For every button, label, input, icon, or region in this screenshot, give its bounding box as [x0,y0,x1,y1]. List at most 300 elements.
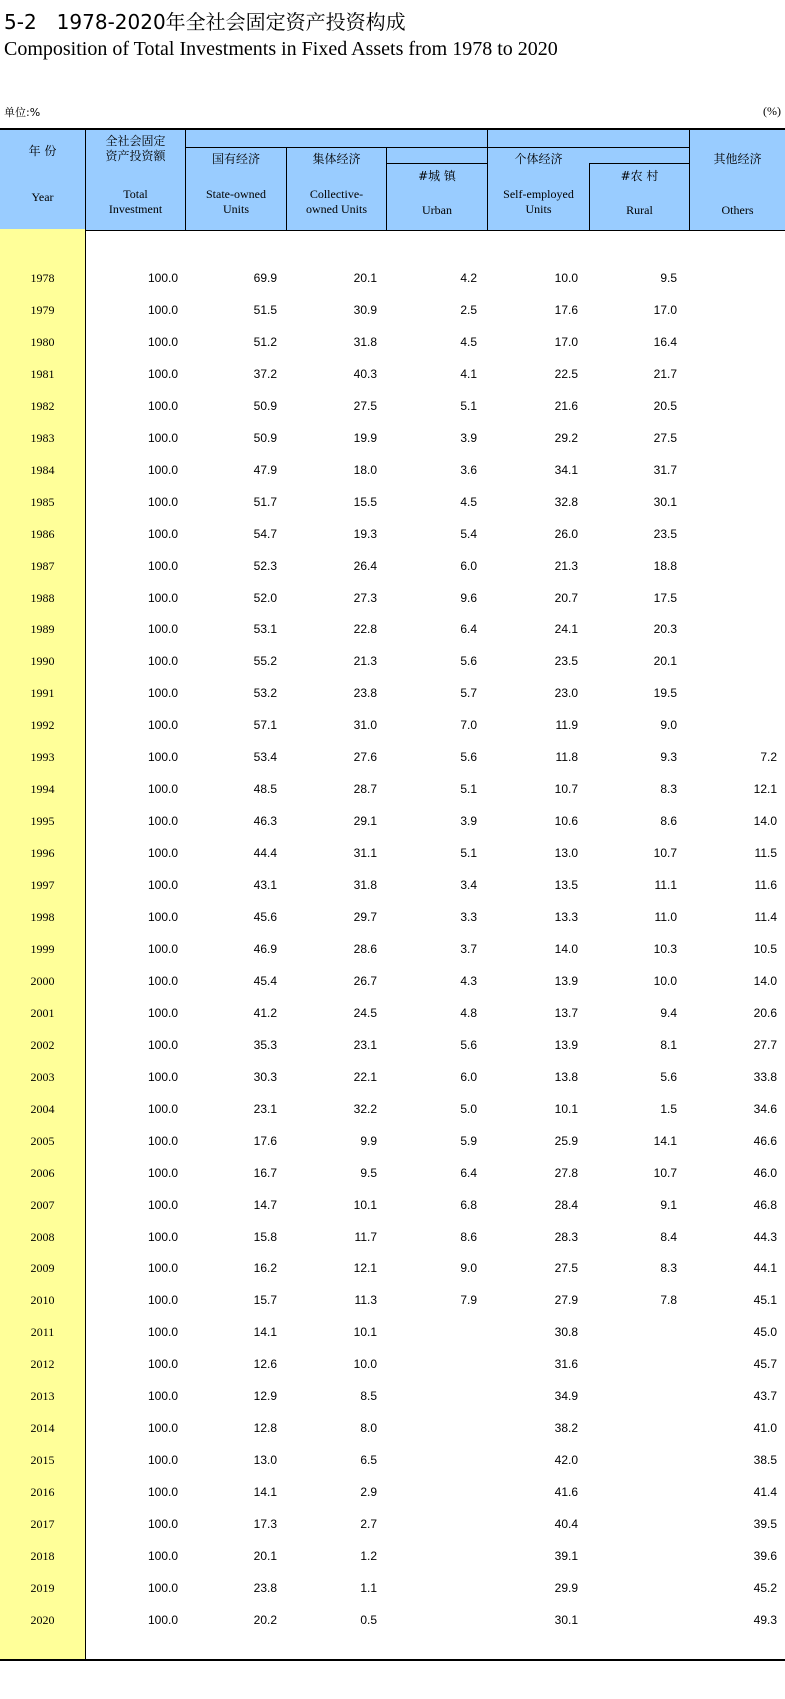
year-cell: 1983 [30,430,55,445]
urban-cell: 3.6 [460,462,477,477]
collective-cell: 0.5 [360,1612,377,1627]
year-cell: 1991 [30,686,55,701]
state-cell: 14.1 [253,1485,277,1500]
individual-cell: 21.3 [554,558,578,573]
page-title-cn: 5-2 1978-2020年全社会固定资产投资构成 [4,10,406,34]
year-cell: 2001 [30,1005,55,1020]
rural-cell: 7.8 [660,1293,677,1308]
rural-cell: 19.5 [653,686,677,701]
individual-cell: 31.6 [554,1357,578,1372]
total-cell: 100.0 [147,910,178,924]
year-cell: 2017 [30,1517,55,1532]
year-cell: 1993 [30,750,55,765]
others-cell: 43.7 [753,1389,777,1404]
table-row [0,967,785,999]
table-header [0,128,785,231]
rural-cell: 27.5 [653,430,677,445]
state-cell: 23.8 [253,1580,277,1595]
others-cell: 41.4 [753,1485,777,1500]
collective-cell: 31.0 [353,718,377,733]
table-row [0,775,785,807]
urban-cell: 5.1 [460,846,477,861]
collective-cell: 20.1 [353,271,377,285]
individual-cell: 38.2 [554,1421,578,1436]
table-row [0,1286,785,1318]
individual-cell: 30.1 [554,1612,578,1627]
rural-cell: 11.0 [654,910,677,924]
state-cell: 14.7 [253,1197,277,1212]
individual-cell: 27.5 [554,1261,578,1276]
year-cell: 1979 [30,302,55,317]
year-cell: 2014 [30,1421,55,1436]
total-cell: 100.0 [147,1453,178,1468]
collective-cell: 22.1 [353,1069,377,1084]
total-cell: 100.0 [147,1133,178,1148]
rural-cell: 9.5 [660,271,677,285]
individual-cell: 14.0 [554,941,578,956]
collective-cell: 11.7 [354,1229,377,1244]
total-cell: 100.0 [147,1357,178,1372]
others-cell: 10.5 [753,941,777,956]
collective-cell: 15.5 [353,494,377,509]
rural-cell: 23.5 [653,526,677,541]
others-cell: 39.6 [753,1549,777,1563]
table-row [0,743,785,775]
total-cell: 100.0 [147,1580,178,1595]
year-cell: 2012 [30,1357,55,1372]
individual-cell: 27.8 [554,1165,578,1180]
individual-cell: 24.1 [554,622,578,637]
year-cell: 2015 [30,1453,55,1468]
total-cell: 100.0 [147,814,178,829]
rural-cell: 20.1 [653,654,677,669]
table-row [0,839,785,871]
collective-cell: 8.0 [360,1421,377,1436]
individual-cell: 11.8 [555,750,578,765]
year-cell: 2010 [30,1293,55,1308]
table-row [0,871,785,903]
state-cell: 50.9 [253,430,277,445]
total-cell: 100.0 [147,750,178,765]
others-cell: 46.6 [753,1133,777,1148]
year-cell: 1980 [30,334,55,349]
rural-cell: 10.3 [653,941,677,956]
table-row [0,1127,785,1159]
year-cell: 2006 [30,1165,55,1180]
individual-cell: 20.7 [554,590,578,605]
urban-cell: 5.0 [460,1101,477,1116]
others-cell: 38.5 [753,1453,777,1468]
individual-cell: 26.0 [554,526,578,541]
collective-cell: 2.9 [360,1485,377,1500]
table-row [0,1191,785,1223]
unit-label: 单位:% [4,106,41,119]
others-cell: 12.1 [753,782,777,797]
collective-cell: 19.3 [353,526,377,541]
others-cell: 39.5 [753,1517,777,1532]
state-cell: 30.3 [253,1069,277,1084]
urban-cell: 9.6 [460,590,477,605]
urban-cell: 5.1 [460,782,477,797]
urban-cell: 6.0 [460,558,477,573]
individual-cell: 34.9 [554,1389,578,1404]
header-collective-cn: 集体经济 [312,152,361,166]
year-cell: 1978 [30,271,55,285]
table-row [0,1574,785,1606]
individual-cell: 10.1 [554,1101,578,1116]
year-cell: 1987 [30,558,55,573]
collective-cell: 27.6 [353,750,377,765]
rural-cell: 10.7 [653,1165,677,1180]
page-title-en: Composition of Total Investments in Fixed Assets from 1978 to 2020 [4,38,558,60]
total-cell: 100.0 [147,1101,178,1116]
table-row [0,935,785,967]
state-cell: 12.8 [253,1421,277,1436]
individual-cell: 17.6 [554,302,578,317]
year-cell: 2002 [30,1037,55,1052]
urban-cell: 6.0 [460,1069,477,1084]
unit-label-right: (%) [763,104,781,118]
table-row [0,552,785,584]
year-cell: 1989 [30,622,55,637]
table-row [0,807,785,839]
rural-cell: 10.7 [653,846,677,861]
header-others-en: Others [721,203,754,217]
total-cell: 100.0 [147,1612,178,1627]
header-collective-en: Collective- owned Units [306,187,367,216]
urban-cell: 3.4 [460,878,477,893]
individual-cell: 42.0 [554,1453,578,1468]
urban-cell: 5.6 [460,750,477,765]
state-cell: 45.4 [253,973,277,988]
total-cell: 100.0 [147,494,178,509]
urban-cell: 5.1 [460,398,477,413]
rural-cell: 1.5 [660,1101,677,1116]
total-cell: 100.0 [147,558,178,573]
individual-cell: 21.6 [554,398,578,413]
table-row [0,1414,785,1446]
collective-cell: 2.7 [360,1517,377,1532]
state-cell: 16.7 [253,1165,277,1180]
rural-cell: 9.4 [660,1005,677,1020]
table-row [0,999,785,1031]
state-cell: 57.1 [253,718,277,733]
individual-cell: 13.5 [554,878,578,893]
total-cell: 100.0 [147,1421,178,1436]
others-cell: 45.1 [753,1293,777,1308]
urban-cell: 4.3 [460,973,477,988]
individual-cell: 10.6 [554,814,578,829]
state-cell: 46.3 [253,814,277,829]
individual-cell: 13.0 [554,846,578,861]
collective-cell: 21.3 [353,654,377,669]
rural-cell: 18.8 [653,558,677,573]
individual-cell: 27.9 [554,1293,578,1308]
table-row [0,392,785,424]
individual-cell: 28.4 [554,1197,578,1212]
year-cell: 2003 [30,1069,55,1084]
rural-cell: 11.1 [654,878,677,893]
year-cell: 2005 [30,1133,55,1148]
year-cell: 1992 [30,718,55,733]
table-row [0,1159,785,1191]
year-cell: 1984 [30,462,55,477]
table-row [0,615,785,647]
individual-cell: 30.8 [554,1325,578,1340]
total-cell: 100.0 [147,271,178,285]
table-row [0,584,785,616]
state-cell: 14.1 [253,1325,277,1340]
individual-cell: 13.9 [554,1037,578,1052]
header-state-cn: 国有经济 [211,152,260,166]
state-cell: 53.1 [253,622,277,637]
state-cell: 20.2 [253,1612,277,1627]
header-year-en: Year [31,190,54,204]
year-cell: 1982 [30,398,55,413]
state-cell: 53.2 [253,686,277,701]
total-cell: 100.0 [147,462,178,477]
state-cell: 48.5 [253,782,277,797]
others-cell: 27.7 [753,1037,777,1052]
individual-cell: 29.2 [554,430,578,445]
individual-cell: 39.1 [554,1549,578,1563]
collective-cell: 29.7 [353,910,377,924]
table-row [0,711,785,743]
total-cell: 100.0 [147,526,178,541]
table-row [0,1606,785,1638]
state-cell: 13.0 [253,1453,277,1468]
collective-cell: 28.6 [353,941,377,956]
others-cell: 44.3 [753,1229,777,1244]
collective-cell: 31.1 [353,846,377,861]
state-cell: 41.2 [253,1005,277,1020]
collective-cell: 26.4 [353,558,377,573]
rural-cell: 8.4 [660,1229,677,1244]
individual-cell: 23.0 [554,686,578,701]
rural-cell: 8.3 [660,1261,677,1276]
year-cell: 2020 [30,1612,55,1627]
header-urban-en: Urban [422,203,452,217]
header-individual-en: Self-employed Units [503,187,574,216]
rural-cell: 16.4 [653,334,677,349]
total-cell: 100.0 [147,941,178,956]
rural-cell: 8.1 [660,1037,677,1052]
individual-cell: 29.9 [554,1580,578,1595]
total-cell: 100.0 [147,1261,178,1276]
collective-cell: 10.1 [353,1197,377,1212]
collective-cell: 1.1 [360,1580,377,1595]
others-cell: 11.6 [754,878,777,893]
others-cell: 45.7 [753,1357,777,1372]
total-cell: 100.0 [147,1197,178,1212]
state-cell: 12.6 [253,1357,277,1372]
collective-cell: 11.3 [354,1293,377,1308]
state-cell: 46.9 [253,941,277,956]
table-row [0,456,785,488]
year-cell: 2004 [30,1101,55,1116]
year-cell: 1998 [30,910,55,924]
table-bottom-rule [0,1659,785,1661]
urban-cell: 8.6 [460,1229,477,1244]
table-row [0,424,785,456]
rural-cell: 5.6 [660,1069,677,1084]
others-cell: 46.8 [753,1197,777,1212]
state-cell: 55.2 [253,654,277,669]
state-cell: 51.2 [253,334,277,349]
rural-cell: 31.7 [653,462,677,477]
year-cell: 2019 [30,1580,55,1595]
collective-cell: 18.0 [353,462,377,477]
year-cell: 1999 [30,941,55,956]
urban-cell: 7.0 [460,718,477,733]
state-cell: 17.3 [253,1517,277,1532]
others-cell: 11.4 [754,910,777,924]
total-cell: 100.0 [147,973,178,988]
state-cell: 50.9 [253,398,277,413]
others-cell: 14.0 [753,814,777,829]
total-cell: 100.0 [147,1517,178,1532]
header-individual-cn: 个体经济 [514,152,563,166]
header-total-en: Total Investment [108,187,163,216]
table-row [0,264,785,296]
collective-cell: 9.5 [360,1165,377,1180]
table-row [0,488,785,520]
table-row [0,1542,785,1574]
total-cell: 100.0 [147,1389,178,1404]
collective-cell: 24.5 [353,1005,377,1020]
year-cell: 2009 [30,1261,55,1276]
total-cell: 100.0 [147,302,178,317]
total-cell: 100.0 [147,430,178,445]
collective-cell: 1.2 [360,1549,377,1563]
state-cell: 44.4 [253,846,277,861]
total-cell: 100.0 [147,1165,178,1180]
state-cell: 15.8 [253,1229,277,1244]
individual-cell: 11.9 [555,718,578,733]
table-row [0,1382,785,1414]
table-row [0,903,785,935]
state-cell: 20.1 [253,1549,277,1563]
individual-cell: 28.3 [554,1229,578,1244]
collective-cell: 22.8 [353,622,377,637]
individual-cell: 10.7 [554,782,578,797]
table-row [0,328,785,360]
urban-cell: 7.9 [460,1293,477,1308]
year-cell: 1996 [30,846,55,861]
state-cell: 37.2 [253,366,277,381]
table-row [0,296,785,328]
table-row [0,1063,785,1095]
year-cell: 1994 [30,782,55,797]
others-cell: 41.0 [753,1421,777,1436]
year-cell: 1986 [30,526,55,541]
total-cell: 100.0 [147,654,178,669]
collective-cell: 27.5 [353,398,377,413]
header-rural-cn: #农 村 [620,169,659,183]
urban-cell: 5.6 [460,1037,477,1052]
table-row [0,1318,785,1350]
year-cell: 1981 [30,366,55,381]
table-row [0,1350,785,1382]
collective-cell: 8.5 [360,1389,377,1404]
rural-cell: 17.5 [653,590,677,605]
others-cell: 44.1 [753,1261,777,1276]
urban-cell: 3.9 [460,814,477,829]
year-cell: 2018 [30,1549,55,1563]
collective-cell: 26.7 [353,973,377,988]
state-cell: 12.9 [253,1389,277,1404]
individual-cell: 23.5 [554,654,578,669]
state-cell: 69.9 [253,271,277,285]
total-cell: 100.0 [147,622,178,637]
total-cell: 100.0 [147,366,178,381]
rural-cell: 30.1 [653,494,677,509]
state-cell: 35.3 [253,1037,277,1052]
individual-cell: 17.0 [554,334,578,349]
state-cell: 43.1 [253,878,277,893]
table-row [0,1478,785,1510]
state-cell: 45.6 [253,910,277,924]
others-cell: 7.2 [760,750,777,765]
rural-cell: 14.1 [653,1133,677,1148]
collective-cell: 40.3 [353,366,377,381]
urban-cell: 5.6 [460,654,477,669]
state-cell: 23.1 [253,1101,277,1116]
urban-cell: 4.8 [460,1005,477,1020]
rural-cell: 8.3 [660,782,677,797]
collective-cell: 9.9 [360,1133,377,1148]
rural-cell: 20.5 [653,398,677,413]
year-cell: 2013 [30,1389,55,1404]
urban-cell: 9.0 [460,1261,477,1276]
collective-cell: 19.9 [353,430,377,445]
individual-cell: 13.8 [554,1069,578,1084]
rural-cell: 17.0 [653,302,677,317]
state-cell: 15.7 [253,1293,277,1308]
header-others-cn: 其他经济 [713,152,762,166]
urban-cell: 3.9 [460,430,477,445]
urban-cell: 2.5 [460,302,477,317]
rural-cell: 9.3 [660,750,677,765]
collective-cell: 31.8 [353,334,377,349]
state-cell: 17.6 [253,1133,277,1148]
others-cell: 14.0 [753,973,777,988]
table-row [0,1254,785,1286]
year-cell: 2011 [30,1325,55,1340]
table-row [0,360,785,392]
header-state-en: State-owned Units [206,187,266,216]
individual-cell: 22.5 [554,366,578,381]
year-cell: 2016 [30,1485,55,1500]
urban-cell: 5.9 [460,1133,477,1148]
total-cell: 100.0 [147,1005,178,1020]
rural-cell: 20.3 [653,622,677,637]
others-cell: 34.6 [753,1101,777,1116]
rural-cell: 8.6 [660,814,677,829]
individual-cell: 13.9 [554,973,578,988]
collective-cell: 27.3 [353,590,377,605]
collective-cell: 29.1 [353,814,377,829]
state-cell: 51.5 [253,302,277,317]
total-cell: 100.0 [147,686,178,701]
state-cell: 47.9 [253,462,277,477]
collective-cell: 28.7 [353,782,377,797]
total-cell: 100.0 [147,1069,178,1084]
collective-cell: 10.0 [353,1357,377,1372]
collective-cell: 12.1 [353,1261,377,1276]
year-cell: 1988 [30,590,55,605]
others-cell: 20.6 [753,1005,777,1020]
